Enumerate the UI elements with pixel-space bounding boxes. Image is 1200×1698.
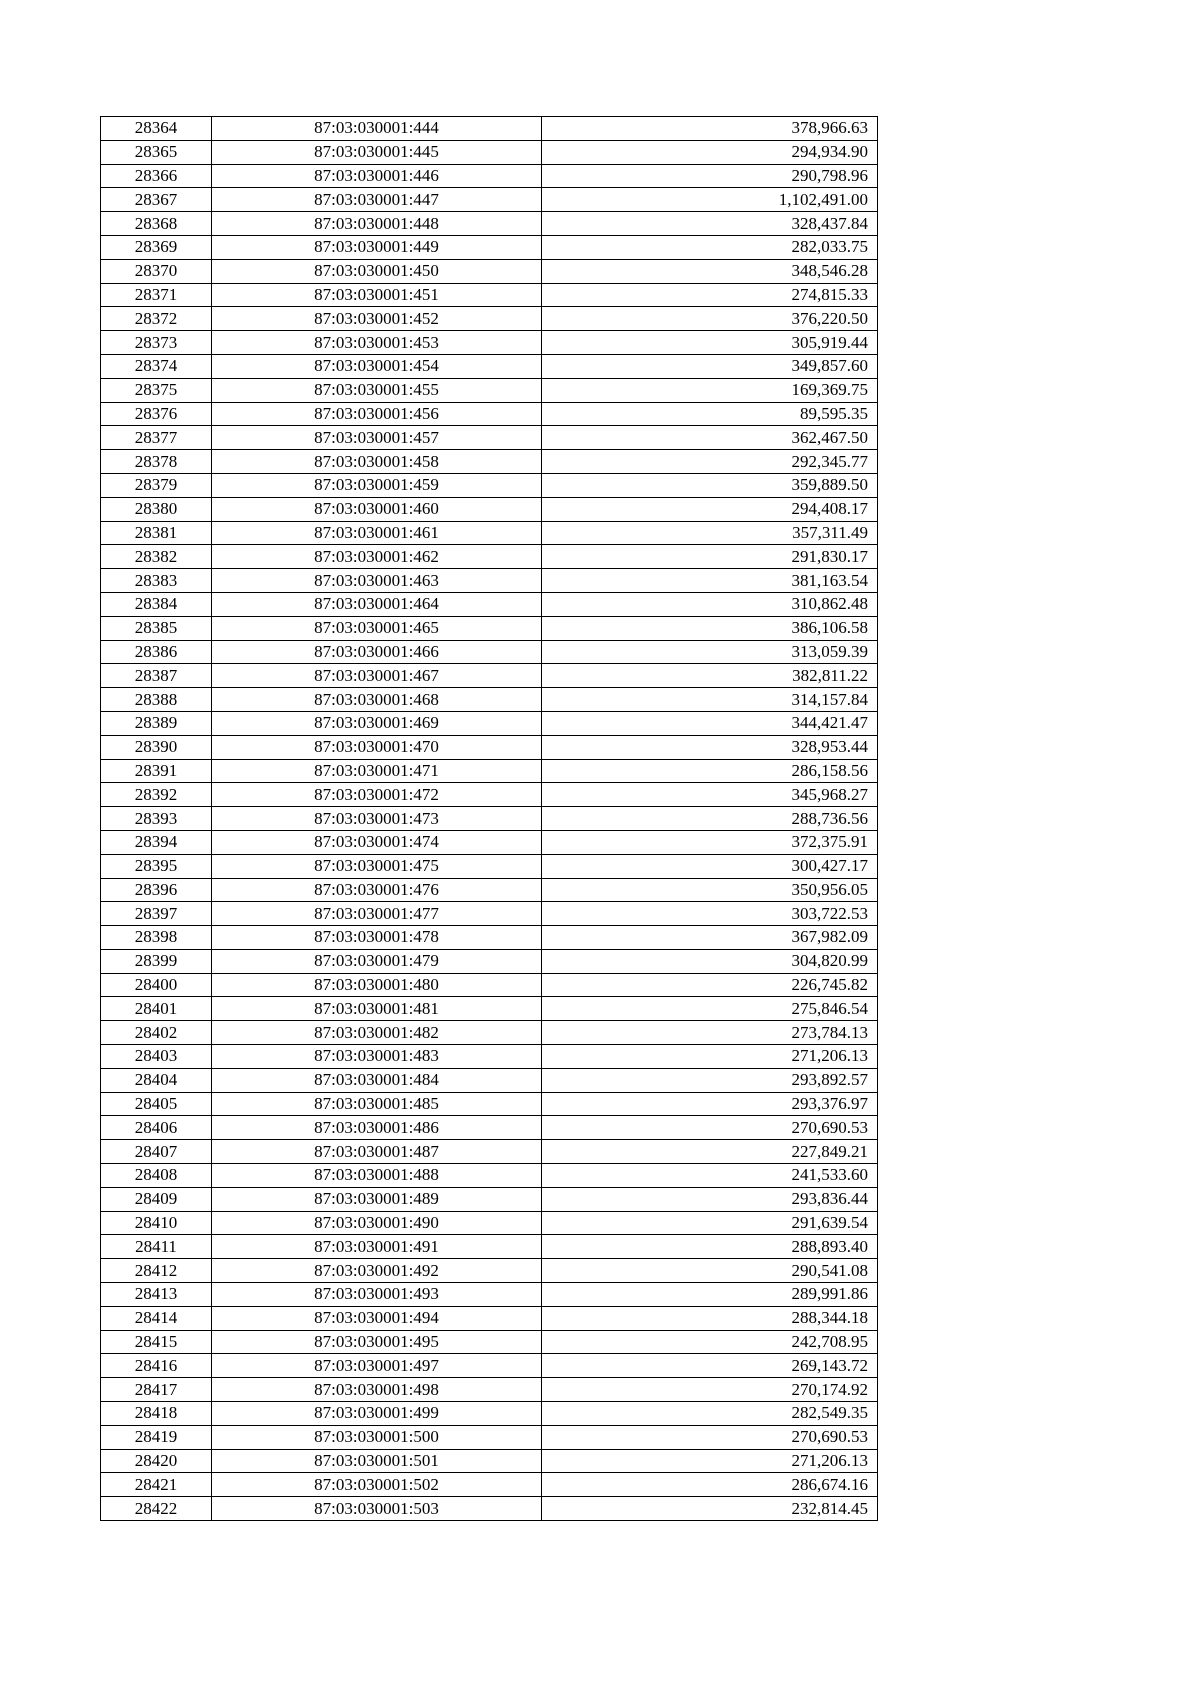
- table-row: [101, 569, 878, 593]
- cadastral-number-cell: 87:03:030001:475: [212, 854, 542, 878]
- row-number-cell: 28400: [101, 973, 212, 997]
- cadastral-number-cell: 87:03:030001:491: [212, 1235, 542, 1259]
- value-cell: 382,811.22: [542, 664, 878, 688]
- row-number-cell: 28401: [101, 997, 212, 1021]
- value-cell: 300,427.17: [542, 854, 878, 878]
- value-cell: 357,311.49: [542, 521, 878, 545]
- table-row: [101, 545, 878, 569]
- row-number-cell: 28385: [101, 616, 212, 640]
- cadastral-number-cell: 87:03:030001:497: [212, 1354, 542, 1378]
- row-number-cell: 28371: [101, 283, 212, 307]
- table-row: [101, 1164, 878, 1188]
- cadastral-number-cell: 87:03:030001:500: [212, 1425, 542, 1449]
- value-cell: 293,376.97: [542, 1092, 878, 1116]
- table-row: [101, 1402, 878, 1426]
- row-number-cell: 28408: [101, 1164, 212, 1188]
- table-row: [101, 830, 878, 854]
- table-row: [101, 1473, 878, 1497]
- cadastral-number-cell: 87:03:030001:478: [212, 926, 542, 950]
- cadastral-number-cell: 87:03:030001:449: [212, 235, 542, 259]
- value-cell: 288,893.40: [542, 1235, 878, 1259]
- cadastral-number-cell: 87:03:030001:477: [212, 902, 542, 926]
- cadastral-number-cell: 87:03:030001:494: [212, 1306, 542, 1330]
- row-number-cell: 28416: [101, 1354, 212, 1378]
- cadastral-number-cell: 87:03:030001:488: [212, 1164, 542, 1188]
- row-number-cell: 28398: [101, 926, 212, 950]
- value-cell: 241,533.60: [542, 1164, 878, 1188]
- value-cell: 293,892.57: [542, 1068, 878, 1092]
- value-cell: 381,163.54: [542, 569, 878, 593]
- value-cell: 362,467.50: [542, 426, 878, 450]
- value-cell: 305,919.44: [542, 331, 878, 355]
- cadastral-number-cell: 87:03:030001:465: [212, 616, 542, 640]
- cadastral-number-cell: 87:03:030001:464: [212, 592, 542, 616]
- cadastral-number-cell: 87:03:030001:485: [212, 1092, 542, 1116]
- value-cell: 359,889.50: [542, 473, 878, 497]
- row-number-cell: 28365: [101, 140, 212, 164]
- row-number-cell: 28389: [101, 711, 212, 735]
- value-cell: 345,968.27: [542, 783, 878, 807]
- row-number-cell: 28372: [101, 307, 212, 331]
- cadastral-number-cell: 87:03:030001:444: [212, 117, 542, 141]
- cadastral-number-cell: 87:03:030001:484: [212, 1068, 542, 1092]
- cadastral-number-cell: 87:03:030001:469: [212, 711, 542, 735]
- value-cell: 290,541.08: [542, 1259, 878, 1283]
- cadastral-number-cell: 87:03:030001:473: [212, 807, 542, 831]
- row-number-cell: 28395: [101, 854, 212, 878]
- cadastral-number-cell: 87:03:030001:499: [212, 1402, 542, 1426]
- table-row: [101, 973, 878, 997]
- row-number-cell: 28399: [101, 949, 212, 973]
- value-cell: 291,830.17: [542, 545, 878, 569]
- row-number-cell: 28392: [101, 783, 212, 807]
- row-number-cell: 28380: [101, 497, 212, 521]
- table-row: [101, 759, 878, 783]
- table-row: [101, 140, 878, 164]
- table-row: [101, 117, 878, 141]
- table-row: [101, 402, 878, 426]
- value-cell: 304,820.99: [542, 949, 878, 973]
- cadastral-number-cell: 87:03:030001:463: [212, 569, 542, 593]
- table-row: [101, 902, 878, 926]
- table-row: [101, 997, 878, 1021]
- value-cell: 293,836.44: [542, 1187, 878, 1211]
- table-row: [101, 450, 878, 474]
- value-cell: 1,102,491.00: [542, 188, 878, 212]
- cadastral-number-cell: 87:03:030001:445: [212, 140, 542, 164]
- row-number-cell: 28394: [101, 830, 212, 854]
- row-number-cell: 28384: [101, 592, 212, 616]
- table-row: [101, 1259, 878, 1283]
- row-number-cell: 28367: [101, 188, 212, 212]
- value-cell: 303,722.53: [542, 902, 878, 926]
- cadastral-number-cell: 87:03:030001:480: [212, 973, 542, 997]
- value-cell: 227,849.21: [542, 1140, 878, 1164]
- table-row: [101, 426, 878, 450]
- cadastral-number-cell: 87:03:030001:461: [212, 521, 542, 545]
- table-row: [101, 1140, 878, 1164]
- value-cell: 292,345.77: [542, 450, 878, 474]
- table-row: [101, 378, 878, 402]
- value-cell: 288,736.56: [542, 807, 878, 831]
- value-cell: 270,690.53: [542, 1425, 878, 1449]
- row-number-cell: 28406: [101, 1116, 212, 1140]
- cadastral-number-cell: 87:03:030001:468: [212, 688, 542, 712]
- table-row: [101, 1378, 878, 1402]
- cadastral-number-cell: 87:03:030001:447: [212, 188, 542, 212]
- table-row: [101, 807, 878, 831]
- row-number-cell: 28412: [101, 1259, 212, 1283]
- cadastral-number-cell: 87:03:030001:458: [212, 450, 542, 474]
- table-row: [101, 354, 878, 378]
- table-row: [101, 235, 878, 259]
- cadastral-number-cell: 87:03:030001:457: [212, 426, 542, 450]
- row-number-cell: 28377: [101, 426, 212, 450]
- cadastral-number-cell: 87:03:030001:472: [212, 783, 542, 807]
- cadastral-number-cell: 87:03:030001:451: [212, 283, 542, 307]
- row-number-cell: 28393: [101, 807, 212, 831]
- row-number-cell: 28386: [101, 640, 212, 664]
- cadastral-number-cell: 87:03:030001:454: [212, 354, 542, 378]
- value-cell: 372,375.91: [542, 830, 878, 854]
- value-cell: 271,206.13: [542, 1045, 878, 1069]
- table-row: [101, 854, 878, 878]
- table-row: [101, 735, 878, 759]
- value-cell: 270,690.53: [542, 1116, 878, 1140]
- value-cell: 282,033.75: [542, 235, 878, 259]
- row-number-cell: 28407: [101, 1140, 212, 1164]
- cadastral-number-cell: 87:03:030001:459: [212, 473, 542, 497]
- row-number-cell: 28376: [101, 402, 212, 426]
- cadastral-number-cell: 87:03:030001:493: [212, 1283, 542, 1307]
- row-number-cell: 28379: [101, 473, 212, 497]
- cadastral-number-cell: 87:03:030001:481: [212, 997, 542, 1021]
- row-number-cell: 28404: [101, 1068, 212, 1092]
- value-cell: 294,408.17: [542, 497, 878, 521]
- value-cell: 349,857.60: [542, 354, 878, 378]
- value-cell: 269,143.72: [542, 1354, 878, 1378]
- row-number-cell: 28374: [101, 354, 212, 378]
- row-number-cell: 28373: [101, 331, 212, 355]
- table-row: [101, 473, 878, 497]
- value-cell: 350,956.05: [542, 878, 878, 902]
- row-number-cell: 28413: [101, 1283, 212, 1307]
- value-cell: 378,966.63: [542, 117, 878, 141]
- table-row: [101, 1187, 878, 1211]
- row-number-cell: 28381: [101, 521, 212, 545]
- cadastral-number-cell: 87:03:030001:492: [212, 1259, 542, 1283]
- table-row: [101, 1354, 878, 1378]
- table-row: [101, 1068, 878, 1092]
- cadastral-number-cell: 87:03:030001:503: [212, 1497, 542, 1521]
- cadastral-number-cell: 87:03:030001:467: [212, 664, 542, 688]
- row-number-cell: 28369: [101, 235, 212, 259]
- table-row: [101, 616, 878, 640]
- table-row: [101, 1235, 878, 1259]
- table-row: [101, 188, 878, 212]
- value-cell: 271,206.13: [542, 1449, 878, 1473]
- row-number-cell: 28397: [101, 902, 212, 926]
- cadastral-number-cell: 87:03:030001:486: [212, 1116, 542, 1140]
- table-row: [101, 1092, 878, 1116]
- row-number-cell: 28411: [101, 1235, 212, 1259]
- cadastral-number-cell: 87:03:030001:453: [212, 331, 542, 355]
- row-number-cell: 28387: [101, 664, 212, 688]
- cadastral-number-cell: 87:03:030001:482: [212, 1021, 542, 1045]
- row-number-cell: 28402: [101, 1021, 212, 1045]
- table-row: [101, 212, 878, 236]
- cadastral-number-cell: 87:03:030001:474: [212, 830, 542, 854]
- cadastral-number-cell: 87:03:030001:479: [212, 949, 542, 973]
- table-row: [101, 1211, 878, 1235]
- table-row: [101, 592, 878, 616]
- table-row: [101, 1330, 878, 1354]
- cadastral-number-cell: 87:03:030001:460: [212, 497, 542, 521]
- table-row: [101, 283, 878, 307]
- table-row: [101, 711, 878, 735]
- row-number-cell: 28366: [101, 164, 212, 188]
- table-row: [101, 783, 878, 807]
- value-cell: 294,934.90: [542, 140, 878, 164]
- table-row: [101, 497, 878, 521]
- cadastral-number-cell: 87:03:030001:476: [212, 878, 542, 902]
- row-number-cell: 28370: [101, 259, 212, 283]
- row-number-cell: 28418: [101, 1402, 212, 1426]
- table-body: [101, 117, 878, 1521]
- row-number-cell: 28409: [101, 1187, 212, 1211]
- row-number-cell: 28419: [101, 1425, 212, 1449]
- value-cell: 314,157.84: [542, 688, 878, 712]
- value-cell: 310,862.48: [542, 592, 878, 616]
- row-number-cell: 28422: [101, 1497, 212, 1521]
- row-number-cell: 28378: [101, 450, 212, 474]
- value-cell: 288,344.18: [542, 1306, 878, 1330]
- row-number-cell: 28368: [101, 212, 212, 236]
- cadastral-number-cell: 87:03:030001:455: [212, 378, 542, 402]
- table-row: [101, 688, 878, 712]
- cadastral-number-cell: 87:03:030001:450: [212, 259, 542, 283]
- cadastral-number-cell: 87:03:030001:448: [212, 212, 542, 236]
- value-cell: 291,639.54: [542, 1211, 878, 1235]
- value-cell: 344,421.47: [542, 711, 878, 735]
- row-number-cell: 28382: [101, 545, 212, 569]
- cadastral-number-cell: 87:03:030001:487: [212, 1140, 542, 1164]
- cadastral-number-cell: 87:03:030001:470: [212, 735, 542, 759]
- row-number-cell: 28405: [101, 1092, 212, 1116]
- table-row: [101, 1045, 878, 1069]
- value-cell: 286,158.56: [542, 759, 878, 783]
- cadastral-number-cell: 87:03:030001:462: [212, 545, 542, 569]
- cadastral-value-table: [100, 116, 878, 1521]
- value-cell: 270,174.92: [542, 1378, 878, 1402]
- row-number-cell: 28414: [101, 1306, 212, 1330]
- cadastral-number-cell: 87:03:030001:456: [212, 402, 542, 426]
- table-row: [101, 664, 878, 688]
- cadastral-number-cell: 87:03:030001:495: [212, 1330, 542, 1354]
- value-cell: 367,982.09: [542, 926, 878, 950]
- table-row: [101, 1306, 878, 1330]
- table-row: [101, 1449, 878, 1473]
- table-row: [101, 926, 878, 950]
- value-cell: 89,595.35: [542, 402, 878, 426]
- value-cell: 226,745.82: [542, 973, 878, 997]
- cadastral-number-cell: 87:03:030001:498: [212, 1378, 542, 1402]
- table-row: [101, 521, 878, 545]
- table-row: [101, 1283, 878, 1307]
- value-cell: 275,846.54: [542, 997, 878, 1021]
- value-cell: 386,106.58: [542, 616, 878, 640]
- row-number-cell: 28410: [101, 1211, 212, 1235]
- value-cell: 376,220.50: [542, 307, 878, 331]
- value-cell: 274,815.33: [542, 283, 878, 307]
- row-number-cell: 28415: [101, 1330, 212, 1354]
- value-cell: 242,708.95: [542, 1330, 878, 1354]
- table-row: [101, 878, 878, 902]
- value-cell: 313,059.39: [542, 640, 878, 664]
- row-number-cell: 28417: [101, 1378, 212, 1402]
- row-number-cell: 28391: [101, 759, 212, 783]
- row-number-cell: 28403: [101, 1045, 212, 1069]
- value-cell: 290,798.96: [542, 164, 878, 188]
- cadastral-number-cell: 87:03:030001:501: [212, 1449, 542, 1473]
- value-cell: 328,437.84: [542, 212, 878, 236]
- table-row: [101, 331, 878, 355]
- value-cell: 169,369.75: [542, 378, 878, 402]
- cadastral-number-cell: 87:03:030001:483: [212, 1045, 542, 1069]
- table-row: [101, 949, 878, 973]
- row-number-cell: 28383: [101, 569, 212, 593]
- table-row: [101, 164, 878, 188]
- table-row: [101, 1116, 878, 1140]
- value-cell: 289,991.86: [542, 1283, 878, 1307]
- row-number-cell: 28421: [101, 1473, 212, 1497]
- cadastral-number-cell: 87:03:030001:452: [212, 307, 542, 331]
- table-row: [101, 1497, 878, 1521]
- cadastral-number-cell: 87:03:030001:490: [212, 1211, 542, 1235]
- row-number-cell: 28364: [101, 117, 212, 141]
- value-cell: 348,546.28: [542, 259, 878, 283]
- value-cell: 232,814.45: [542, 1497, 878, 1521]
- cadastral-number-cell: 87:03:030001:466: [212, 640, 542, 664]
- cadastral-number-cell: 87:03:030001:471: [212, 759, 542, 783]
- cadastral-number-cell: 87:03:030001:489: [212, 1187, 542, 1211]
- value-cell: 282,549.35: [542, 1402, 878, 1426]
- row-number-cell: 28390: [101, 735, 212, 759]
- cadastral-number-cell: 87:03:030001:502: [212, 1473, 542, 1497]
- row-number-cell: 28375: [101, 378, 212, 402]
- table-row: [101, 640, 878, 664]
- row-number-cell: 28420: [101, 1449, 212, 1473]
- table-row: [101, 259, 878, 283]
- value-cell: 286,674.16: [542, 1473, 878, 1497]
- table-row: [101, 1021, 878, 1045]
- cadastral-number-cell: 87:03:030001:446: [212, 164, 542, 188]
- table-row: [101, 1425, 878, 1449]
- row-number-cell: 28396: [101, 878, 212, 902]
- value-cell: 328,953.44: [542, 735, 878, 759]
- row-number-cell: 28388: [101, 688, 212, 712]
- value-cell: 273,784.13: [542, 1021, 878, 1045]
- table-row: [101, 307, 878, 331]
